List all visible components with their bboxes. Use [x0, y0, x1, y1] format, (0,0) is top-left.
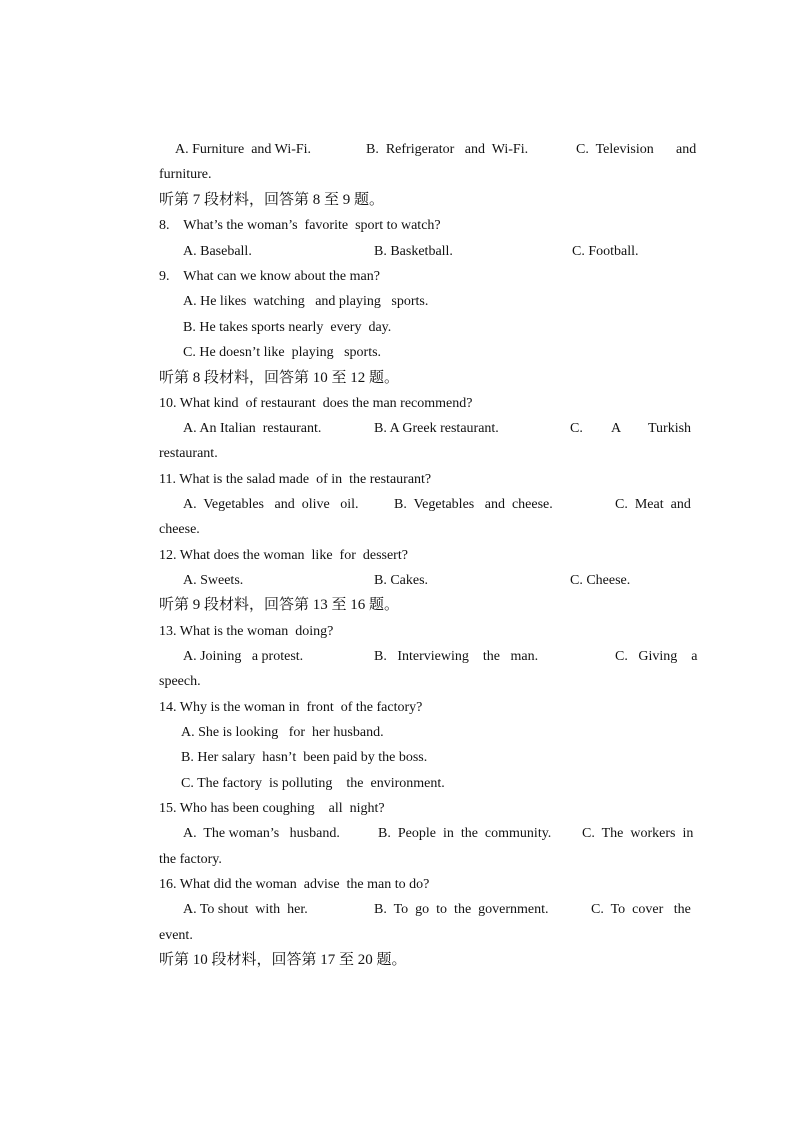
- q9-stem: 9. What can we know about the man?: [159, 269, 380, 284]
- q7-option-c-continued: furniture.: [159, 167, 212, 182]
- q7-option-a: A. Furniture and Wi-Fi.: [175, 142, 312, 157]
- q11-option-c: C. Meat and: [615, 497, 691, 512]
- section-7-heading: 听第 7 段材料，回答第 8 至 9 题。: [159, 192, 385, 208]
- q11-option-a: A. Vegetables and olive oil.: [183, 497, 359, 512]
- section-10-heading: 听第 10 段材料，回答第 17 至 20 题。: [159, 952, 407, 968]
- q10-option-c-letter: C.: [570, 421, 583, 436]
- q14-stem: 14. Why is the woman in front of the factory?: [159, 700, 423, 715]
- q10-option-c-article: A: [611, 421, 622, 436]
- q16-option-b: B. To go to the government.: [374, 902, 549, 917]
- q8-option-b: B. Basketball.: [374, 244, 453, 259]
- q10-option-c-continued: restaurant.: [159, 446, 218, 461]
- q9-option-b: B. He takes sports nearly every day.: [183, 320, 392, 335]
- q11-stem: 11. What is the salad made of in the restaurant?: [159, 472, 432, 487]
- q12-option-c: C. Cheese.: [570, 573, 631, 588]
- q13-stem: 13. What is the woman doing?: [159, 624, 334, 639]
- q13-option-c-continued: speech.: [159, 674, 201, 689]
- q15-option-c: C. The workers in: [582, 826, 694, 841]
- q7-option-c: C. Television: [576, 142, 654, 157]
- q16-option-a: A. To shout with her.: [183, 902, 308, 917]
- q9-option-a: A. He likes watching and playing sports.: [183, 294, 429, 309]
- q14-option-a: A. She is looking for her husband.: [181, 725, 384, 740]
- q9-option-c: C. He doesn’t like playing sports.: [183, 345, 382, 360]
- q14-option-b: B. Her salary hasn’t been paid by the boss.: [181, 750, 428, 765]
- q16-stem: 16. What did the woman advise the man to do?: [159, 877, 430, 892]
- q8-option-a: A. Baseball.: [183, 244, 252, 259]
- q10-option-b: B. A Greek restaurant.: [374, 421, 499, 436]
- q13-option-a: A. Joining a protest.: [183, 649, 304, 664]
- q7-option-b: B. Refrigerator and Wi-Fi.: [366, 142, 529, 157]
- q12-option-a: A. Sweets.: [183, 573, 244, 588]
- q13-option-c: C. Giving a: [615, 649, 698, 664]
- q8-stem: 8. What’s the woman’s favorite sport to watch?: [159, 218, 441, 233]
- q11-option-b: B. Vegetables and cheese.: [394, 497, 553, 512]
- q7-option-c-and: and: [676, 142, 697, 157]
- q15-option-a: A. The woman’s husband.: [183, 826, 340, 841]
- section-8-heading: 听第 8 段材料，回答第 10 至 12 题。: [159, 370, 400, 386]
- q12-option-b: B. Cakes.: [374, 573, 429, 588]
- q13-option-b: B. Interviewing the man.: [374, 649, 539, 664]
- q15-option-c-continued: the factory.: [159, 852, 222, 867]
- section-9-heading: 听第 9 段材料，回答第 13 至 16 题。: [159, 597, 400, 613]
- q11-option-c-continued: cheese.: [159, 522, 200, 537]
- q16-option-c: C. To cover the: [591, 902, 691, 917]
- q14-option-c: C. The factory is polluting the environment.: [181, 776, 445, 791]
- q10-option-c-word: Turkish: [648, 421, 692, 436]
- q10-stem: 10. What kind of restaurant does the man recommend?: [159, 396, 473, 411]
- q15-option-b: B. People in the community.: [378, 826, 552, 841]
- q12-stem: 12. What does the woman like for dessert?: [159, 548, 408, 563]
- q8-option-c: C. Football.: [572, 244, 639, 259]
- q15-stem: 15. Who has been coughing all night?: [159, 801, 385, 816]
- q10-option-a: A. An Italian restaurant.: [183, 421, 322, 436]
- q16-option-c-continued: event.: [159, 928, 193, 943]
